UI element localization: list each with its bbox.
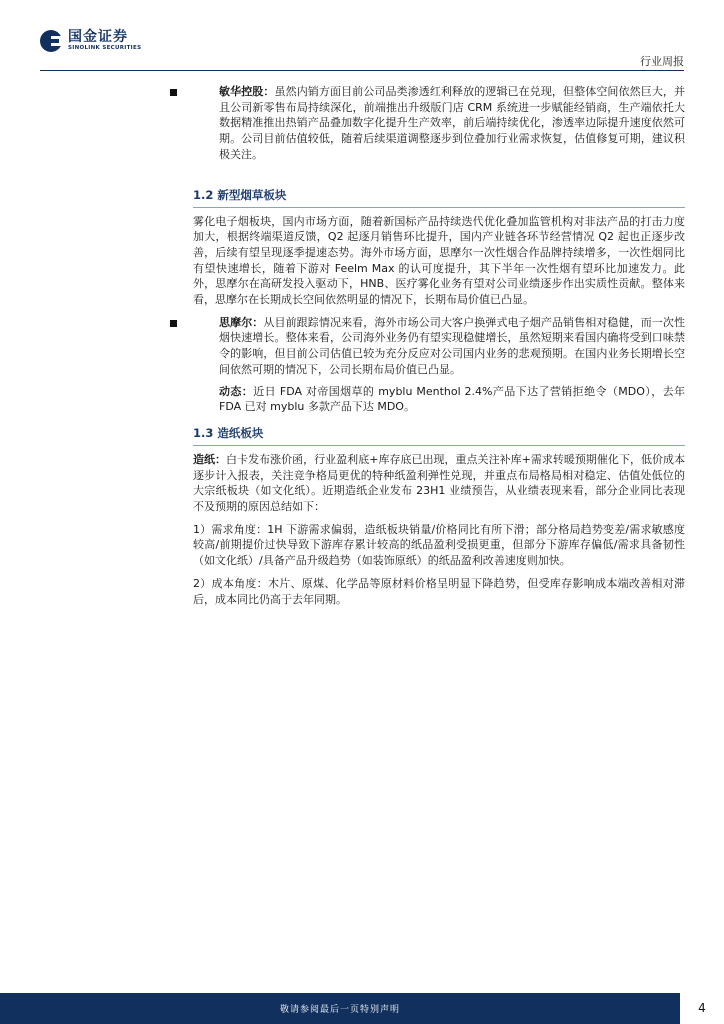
header-divider — [40, 70, 684, 71]
dynamic-text: 近日 FDA 对帝国烟草的 myblu Menthol 2.4%产品下达了营销拒绝令（MDO），去年 FDA 已对 myblu 多款产品下达 MDO。 — [219, 384, 685, 414]
paragraph-paper-point-2: 2）成本角度：木片、原煤、化学品等原材料价格呈明显下降趋势，但受库存影响成本端改善相对滞后，成本同比仍高于去年同期。 — [193, 576, 685, 606]
page-footer — [0, 993, 724, 1024]
footer-disclaimer: 敬请参阅最后一页特别声明 — [279, 1005, 400, 1015]
bullet-smoore — [167, 315, 685, 378]
bullet-text: 虽然内销方面目前公司品类渗透红利释放的逻辑已在兑现，但整体空间依然巨大，并且公司新零售布局持续深化，前端推出升级版门店 CRM 系统进一步赋能经销商，生产端依托大数据精准推出热销产品叠加数字化提升生产效率，前后端持续优化，渗透率边际提升速度依然可期。公司目前估值较低，随着后续渠道调整逐步到位叠加行业需求恢复，估值修复可期，建议积极关注。 — [219, 85, 686, 161]
bullet-title: 敏华控股： — [219, 85, 275, 98]
company-logo — [40, 30, 141, 52]
section-heading-tobacco: 1.2 新型烟草板块 — [193, 187, 287, 202]
page-number: 4 — [680, 993, 724, 1024]
paper-intro-title: 造纸： — [193, 452, 227, 466]
paragraph-tobacco-intro: 雾化电子烟板块，国内市场方面，随着新国标产品持续迭代优化叠加监管机构对非法产品的打击力度加大，根据终端渠道反馈，Q2 起逐月销售环比提升，国内产业链各环节经营情况 Q2 起也正逐步改善，后续有望呈现逐季提速态势。海外市场方面，思摩尔一次性烟合作品牌持续增多，一次性烟同比有望快速增长，随着下游对 Feelm Max 的认可度提升，其下半年一次性烟有望环比加速发力。此外，思摩尔在高研发投入驱动下，HNB、医疗雾化业务有望对公司业绩逐步作出实质性贡献。整体来看，思摩尔在长期成长空间依然明显的情况下，长期布局价值已凸显。 — [193, 214, 685, 307]
logo-mark-icon — [40, 30, 62, 52]
bullet-text: 从目前跟踪情况来看，海外市场公司大客户换弹式电子烟产品销售相对稳健，而一次性烟快速增长。整体来看，公司海外业务仍有望实现稳健增长，虽然短期来看国内确将受到口味禁令的影响，但目前公司估值已较为充分反应对公司国内业务的悲观预期。在国内业务长期增长空间依然可期的情况下，公司长期布局价值已凸显。 — [219, 315, 685, 376]
section-heading-paper: 1.3 造纸板块 — [193, 425, 264, 440]
dynamic-title: 动态： — [219, 384, 254, 398]
paper-intro-text: 白卡发布涨价函，行业盈利底+库存底已出现，重点关注补库+需求转暖预期催化下，低价成本逐步计入报表，关注竞争格局更优的特种纸盈利弹性兑现，并重点布局格局相对稳定、估值处低位的大宗纸板块（如文化纸）。近期造纸企业发布 23H1 业绩预告，从业绩表现来看，部分企业同比表现不及预期的原因总结如下： — [193, 452, 686, 514]
main-content — [193, 84, 685, 607]
paragraph-dynamic — [219, 384, 685, 415]
logo-name-en: SINOLINK SECURITIES — [68, 45, 142, 51]
paragraph-paper-intro — [193, 452, 685, 515]
bullet-minhua — [167, 84, 685, 163]
bullet-title: 思摩尔： — [219, 315, 264, 329]
paragraph-paper-point-1: 1）需求角度：1H 下游需求偏弱，造纸板块销量/价格同比有所下滑；部分格局趋势变差/需求敏感度较高/前期提价过快导致下游库存累计较高的纸品盈利受损更重，但部分下游库存偏低/需求具备韧性（如文化纸）/具备产品升级趋势（如装饰原纸）的纸品盈利改善速度则加快。 — [193, 522, 685, 568]
report-type-label: 行业周报 — [640, 55, 684, 68]
bullet-square-icon — [170, 320, 177, 327]
logo-name-cn: 国金证券 — [68, 29, 128, 45]
bullet-square-icon — [170, 89, 177, 96]
